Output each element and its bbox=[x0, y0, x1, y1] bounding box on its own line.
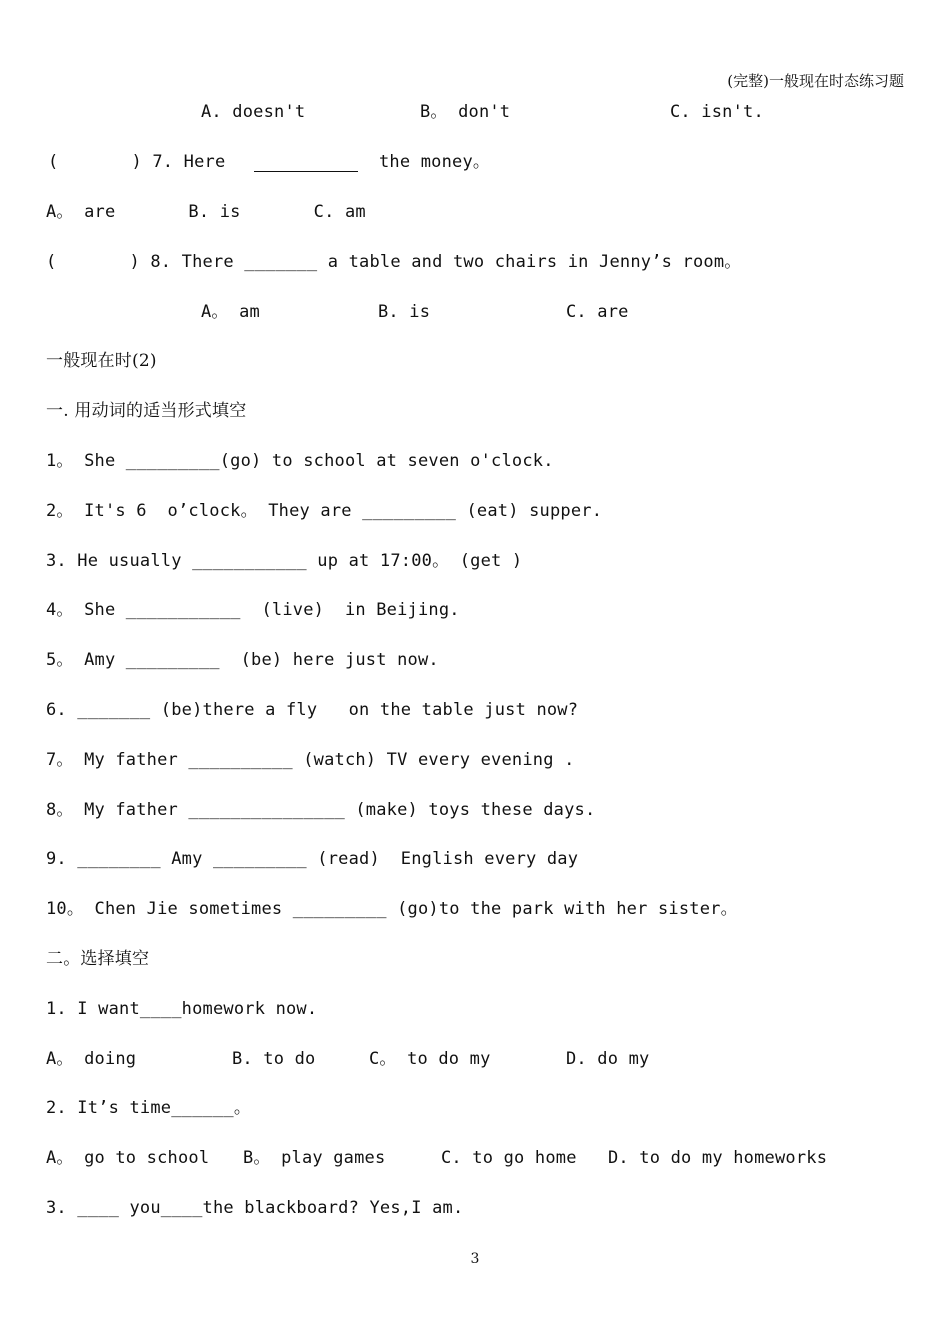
option-a: A. doesn't bbox=[201, 102, 306, 122]
page-number: 3 bbox=[470, 1251, 480, 1267]
option-d: D. to do my homeworks bbox=[608, 1148, 828, 1168]
fill-item-1: 1。 She _________(go) to school at seven o'clock. bbox=[46, 451, 554, 471]
option-a: A。 am bbox=[201, 302, 260, 322]
option-b: B. is bbox=[378, 302, 431, 322]
question-8: ( ) 8. There _______ a table and two chairs in Jenny’s room。 bbox=[46, 252, 742, 272]
option-b: B。 play games bbox=[243, 1148, 386, 1168]
answer-blank bbox=[254, 152, 358, 172]
option-c: C. to go home bbox=[441, 1148, 577, 1168]
question-7-tail: the money。 bbox=[379, 152, 491, 172]
fill-item-6: 6. _______ (be)there a fly on the table just now? bbox=[46, 700, 579, 720]
choice-question-3: 3. ____ you____the blackboard? Yes,I am. bbox=[46, 1198, 464, 1218]
section-title: 一般现在时(2) bbox=[46, 351, 157, 371]
option-c: C。 to do my bbox=[369, 1049, 491, 1069]
fill-item-2: 2。 It's 6 o’clock。 They are _________ (eat) supper. bbox=[46, 501, 603, 521]
fill-item-4: 4。 She ___________ (live) in Beijing. bbox=[46, 600, 460, 620]
option-b: B. to do bbox=[232, 1049, 316, 1069]
option-a: A。 doing bbox=[46, 1049, 137, 1069]
option-b: B。 don't bbox=[420, 102, 511, 122]
fill-item-10: 10。 Chen Jie sometimes _________ (go)to the park with her sister。 bbox=[46, 899, 738, 919]
fill-item-8: 8。 My father _______________ (make) toys these days. bbox=[46, 800, 596, 820]
part-two-heading: 二。选择填空 bbox=[46, 949, 150, 969]
page-header: (完整)一般现在时态练习题 bbox=[727, 72, 904, 90]
fill-item-3: 3. He usually ___________ up at 17:00。 (get ) bbox=[46, 551, 523, 571]
question-7-stem: ( ) 7. Here bbox=[48, 152, 226, 172]
choice-question-1: 1. I want____homework now. bbox=[46, 999, 318, 1019]
option-a: A。 go to school bbox=[46, 1148, 210, 1168]
choice-question-2: 2. It’s time______。 bbox=[46, 1098, 252, 1118]
fill-item-9: 9. ________ Amy _________ (read) English every day bbox=[46, 849, 579, 869]
part-one-heading: 一. 用动词的适当形式填空 bbox=[46, 401, 247, 421]
fill-item-7: 7。 My father __________ (watch) TV every evening . bbox=[46, 750, 575, 770]
option-d: D. do my bbox=[566, 1049, 650, 1069]
option-c: C. are bbox=[566, 302, 629, 322]
question-7-options: A。 are B. is C. am bbox=[46, 202, 366, 222]
fill-item-5: 5。 Amy _________ (be) here just now. bbox=[46, 650, 439, 670]
option-c: C. isn't. bbox=[670, 102, 764, 122]
